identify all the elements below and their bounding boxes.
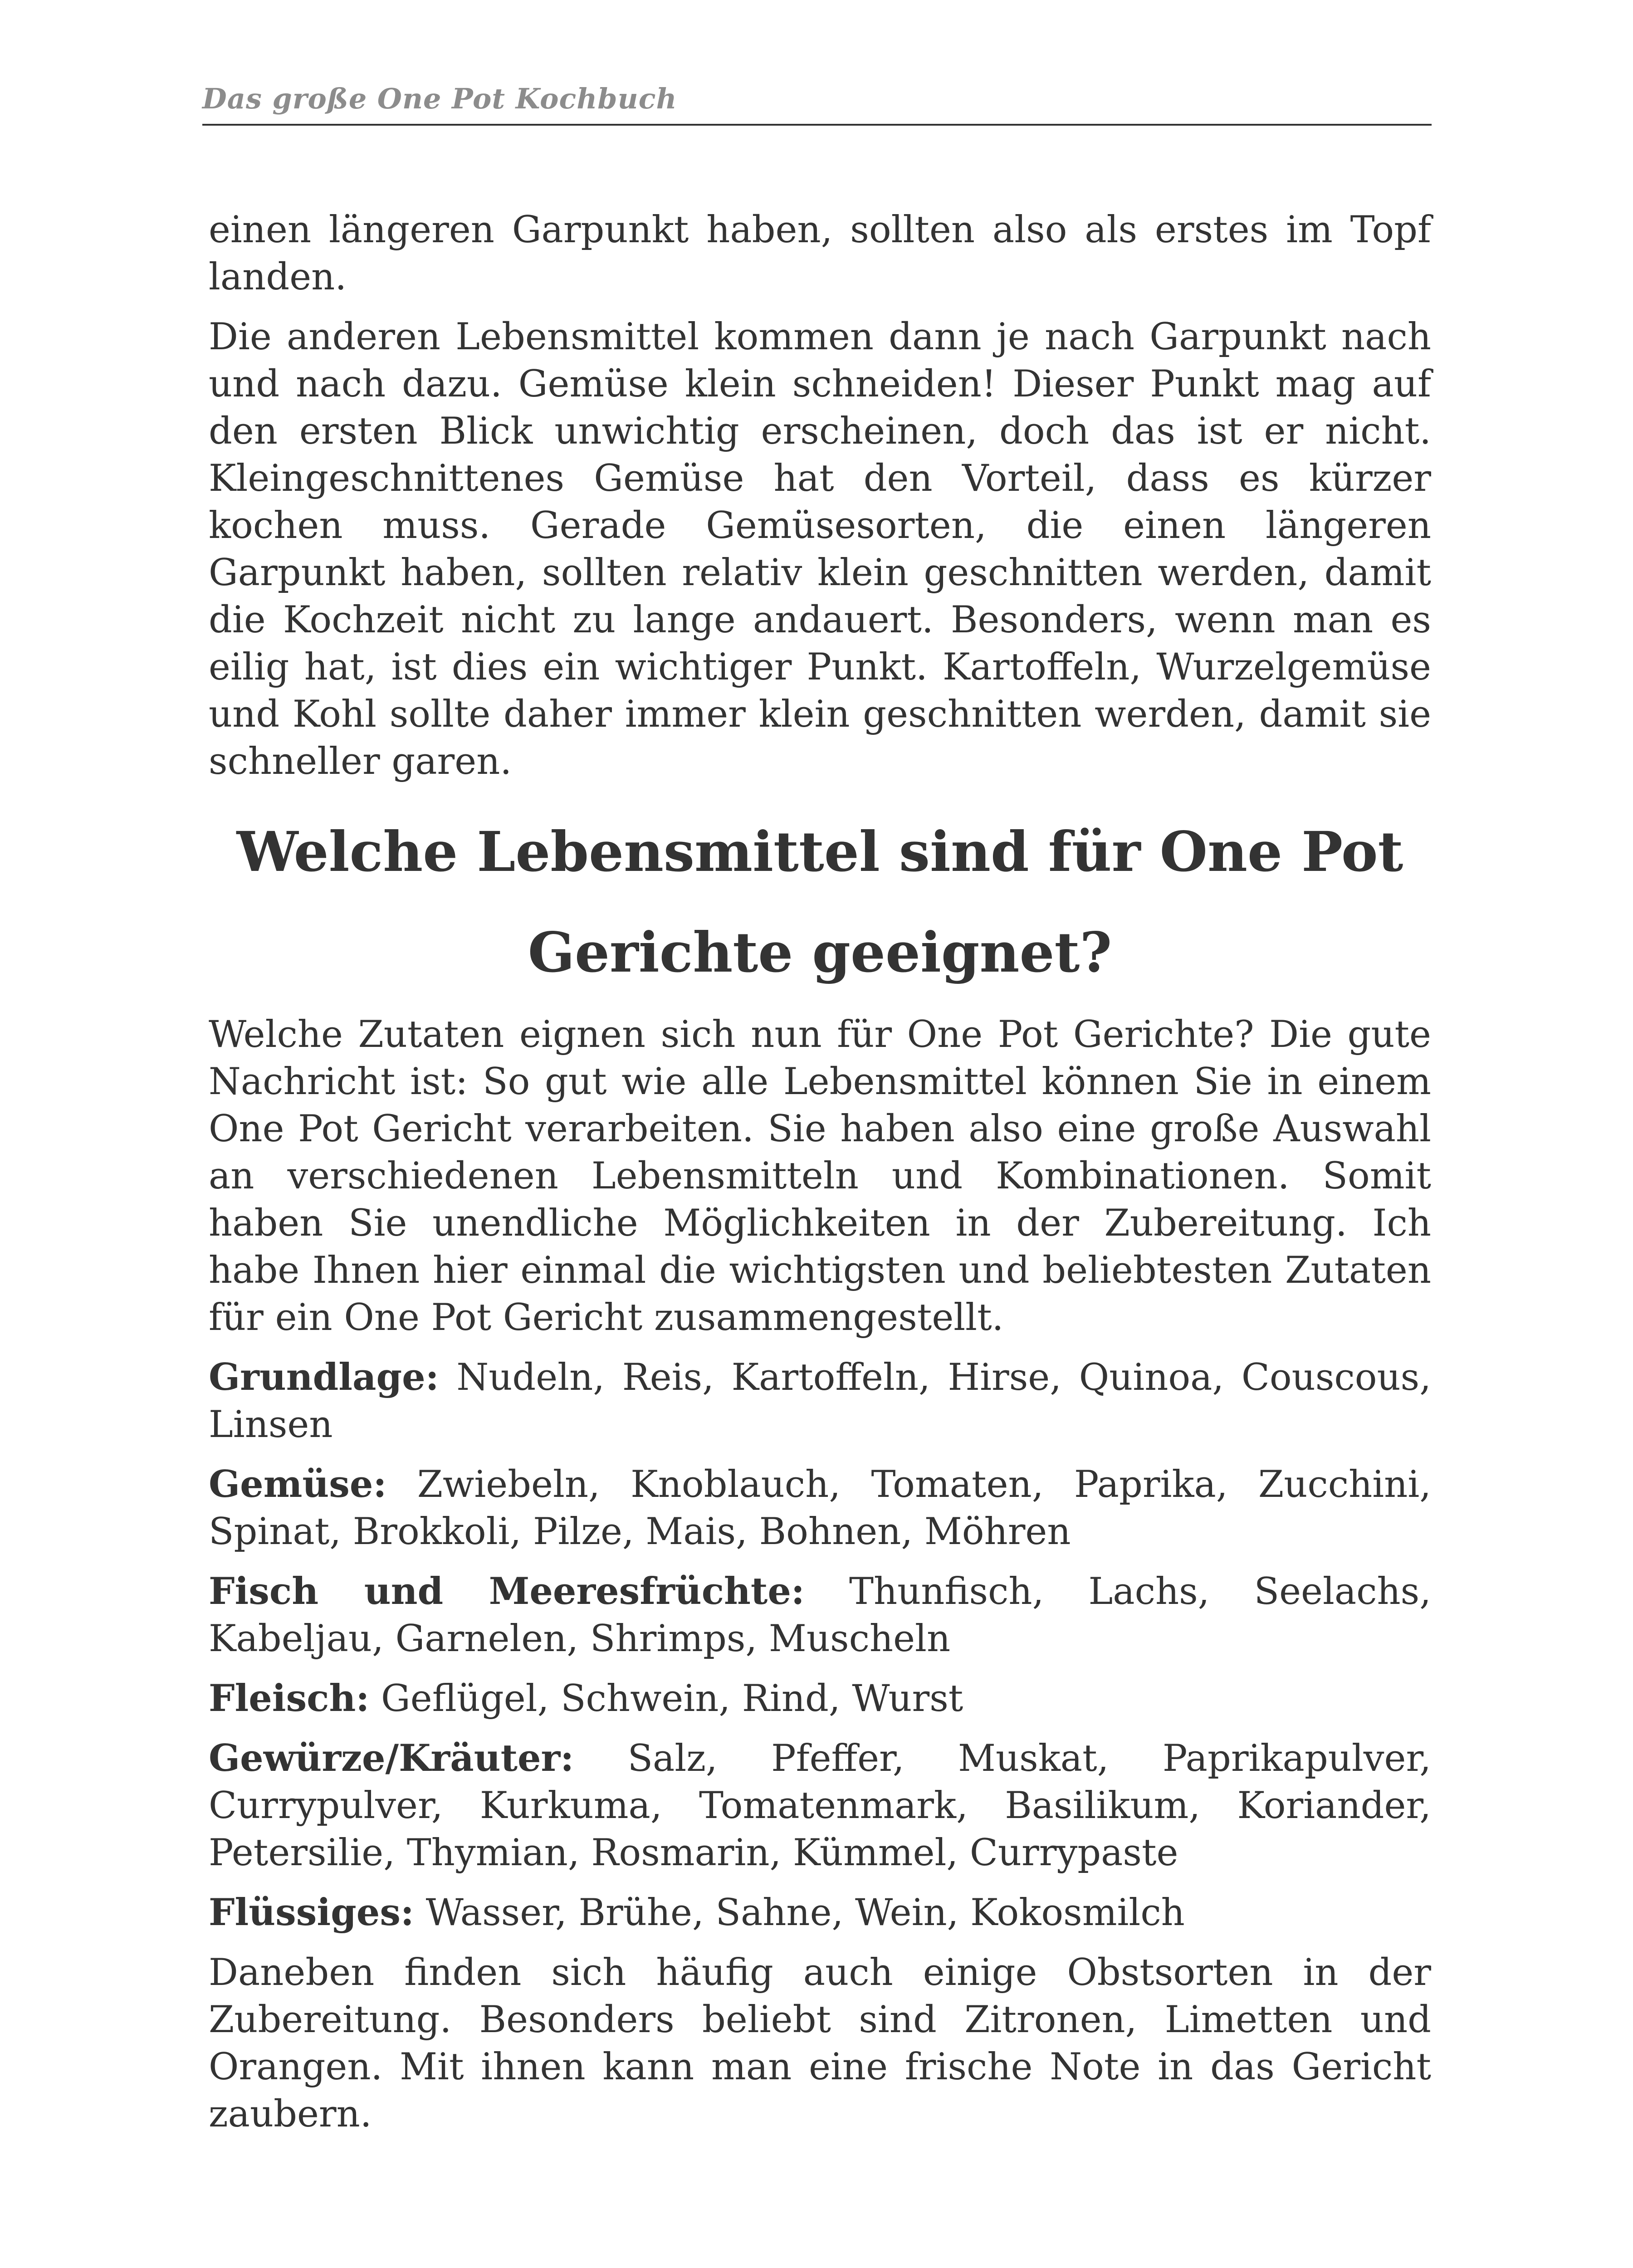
ingredient-category-fluessiges — [209, 1889, 1431, 1936]
category-items: Thunfisch, Lachs, Seelachs, Kabeljau, Garnelen, Shrimps, Muscheln — [209, 1570, 1432, 1660]
page-content — [209, 206, 1431, 2151]
paragraph-2: Die anderen Lebensmittel kommen dann je nach Garpunkt nach und nach dazu. Gemüse klein schneiden! Dieser Punkt mag auf den ersten Blick unwichtig erscheinen, doch das ist er nicht. Kleingeschnittenes Gemüse hat den Vorteil, dass es kürzer kochen muss. Gerade Gemüsesorten, die einen längeren Garpunkt haben, sollten relativ klein geschnitten werden, damit die Kochzeit nicht zu lange andauert. Besonders, wenn man es eilig hat, ist dies ein wichtiger Punkt. Kartoffeln, Wurzelgemüse und Kohl sollte daher immer klein geschnitten werden, damit sie schneller garen. — [209, 316, 1431, 783]
category-items: Nudeln, Reis, Kartoffeln, Hirse, Quinoa, Couscous, Linsen — [209, 1356, 1431, 1446]
paragraph-3: Welche Zutaten eignen sich nun für One Pot Gerichte? Die gute Nachricht ist: So gut wie alle Lebensmittel können Sie in einem One Pot Gericht verarbeiten. Sie haben also eine große Auswahl an verschiedenen Lebensmitteln und Kombinationen. Somit haben Sie unendliche Möglichkeiten in der Zubereitung. Ich habe Ihnen hier einmal die wichtigsten und beliebtesten Zutaten für ein One Pot Gericht zusammengestellt. — [209, 1013, 1431, 1339]
paragraph-4: Daneben finden sich häufig auch einige Obstsorten in der Zubereitung. Besonders beliebt sind Zitronen, Limetten und Orangen. Mit ihnen kann man eine frische Note in das Gericht zaubern. — [209, 1951, 1431, 2136]
ingredient-category-fleisch — [209, 1675, 1431, 1722]
paragraph-1: einen längeren Garpunkt haben, sollten also als erstes im Topf landen. — [209, 209, 1431, 298]
category-label: Flüssiges: — [209, 1891, 414, 1934]
category-items: Wasser, Brühe, Sahne, Wein, Kokosmilch — [425, 1892, 1185, 1934]
category-label: Gewürze/Kräuter: — [209, 1737, 574, 1780]
category-label: Fisch und Meeresfrüchte: — [209, 1570, 805, 1613]
category-label: Grundlage: — [209, 1356, 439, 1399]
category-label: Gemüse: — [209, 1463, 387, 1506]
ingredient-category-gemuese — [209, 1461, 1431, 1555]
category-items: Zwiebeln, Knoblauch, Tomaten, Paprika, Zucchini, Spinat, Brokkoli, Pilze, Mais, Bohnen, Möhren — [209, 1463, 1432, 1553]
header-divider — [202, 124, 1432, 126]
ingredient-category-gewuerze — [209, 1735, 1431, 1877]
category-label: Fleisch: — [209, 1677, 370, 1720]
ingredient-category-fisch — [209, 1568, 1431, 1662]
category-items: Geflügel, Schwein, Rind, Wurst — [381, 1677, 963, 1720]
section-heading: Welche Lebensmittel sind für One Pot Gerichte geeignet? — [236, 819, 1403, 985]
running-header-title: Das große One Pot Kochbuch — [202, 82, 677, 115]
category-items: Salz, Pfeffer, Muskat, Paprikapulver, Currypulver, Kurkuma, Tomatenmark, Basilikum, Koriander, Petersilie, Thymian, Rosmarin, Kümmel, Currypaste — [209, 1737, 1432, 1874]
ingredient-category-grundlage — [209, 1354, 1431, 1448]
